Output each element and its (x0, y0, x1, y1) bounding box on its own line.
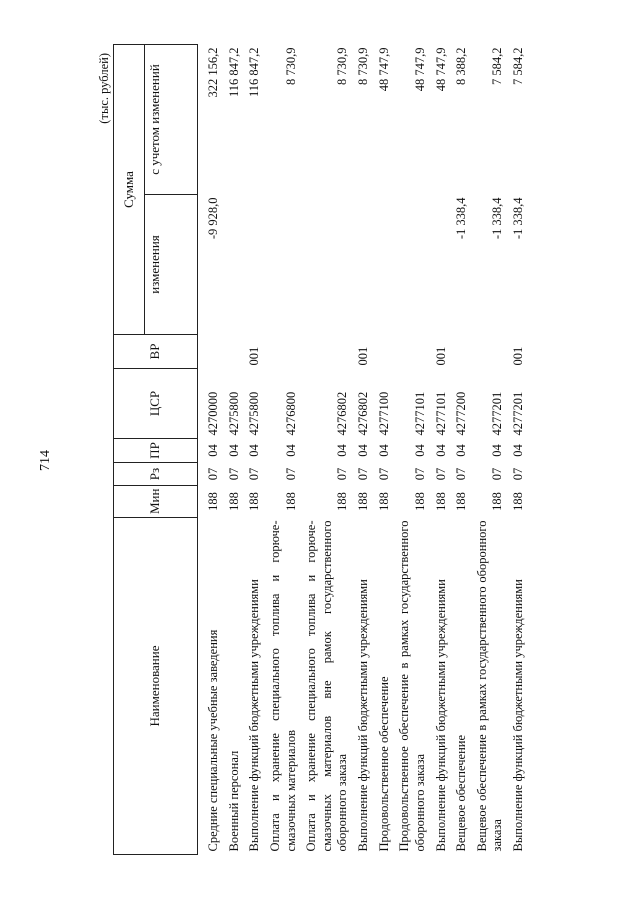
row-name: Вещевое обеспечение (454, 735, 469, 852)
row-csr: 4277101 (433, 391, 448, 436)
row-rz: 07 (206, 467, 220, 481)
row-pr: 04 (283, 444, 298, 457)
row-change (395, 195, 431, 335)
rotated-table-container (95, 45, 555, 855)
row-pr: 04 (226, 444, 241, 457)
header-change: изменения (145, 195, 198, 335)
row-name: Продовольственное обеспечение в рамках государственного оборонного заказа (397, 520, 427, 852)
row-vr (225, 335, 246, 369)
row-min: 188 (511, 492, 525, 511)
row-min: 188 (206, 492, 220, 511)
row-csr: 4277200 (454, 391, 469, 436)
row-csr: 4277201 (490, 391, 505, 436)
table-body (198, 45, 530, 855)
row-pr: 04 (511, 444, 525, 457)
row-min: 188 (433, 492, 448, 511)
row-pr: 04 (376, 444, 391, 457)
row-pr: 04 (490, 444, 505, 457)
table-row (452, 45, 473, 855)
row-csr: 4277201 (511, 391, 525, 436)
row-total: 322 156,2 (206, 47, 220, 98)
row-total: 48 747,9 (376, 47, 391, 92)
budget-table (113, 44, 530, 855)
row-change: -1 338,4 (511, 197, 525, 240)
row-name: Оплата и хранение специального топлива и горюче-смазочных материалов (267, 520, 298, 852)
row-pr: 04 (433, 444, 448, 457)
row-change (302, 195, 354, 335)
row-change (225, 195, 246, 335)
row-name: Выполнение функций бюджетными учреждениями (433, 579, 448, 852)
row-change (354, 195, 375, 335)
row-min: 188 (412, 492, 427, 511)
table-row (302, 45, 354, 855)
row-rz: 07 (283, 467, 298, 481)
row-csr: 4276802 (335, 391, 350, 436)
row-vr (375, 335, 396, 369)
row-vr: 001 (356, 346, 370, 366)
row-name: Оплата и хранение специального топлива и горюче-смазочных материалов вне рамок государственного оборонного заказа (304, 520, 350, 852)
row-rz: 07 (226, 467, 241, 481)
header-csr: ЦСР (114, 369, 198, 439)
row-csr: 4275800 (226, 391, 241, 436)
row-vr (266, 335, 302, 369)
row-min: 188 (335, 492, 350, 511)
row-pr: 04 (356, 444, 370, 457)
table-row (245, 45, 266, 855)
row-rz: 07 (376, 467, 391, 481)
row-rz: 07 (335, 467, 350, 481)
row-name: Выполнение функций бюджетными учреждениями (356, 579, 370, 852)
table-row (509, 45, 530, 855)
row-change: -9 928,0 (206, 197, 220, 240)
row-rz: 07 (247, 467, 262, 481)
row-total: 8 730,9 (335, 47, 350, 85)
row-vr: 001 (433, 346, 448, 366)
row-change: -1 338,4 (490, 197, 505, 240)
row-rz: 07 (454, 467, 469, 481)
header-pr: ПР (114, 439, 198, 463)
row-csr: 4277101 (412, 391, 427, 436)
table-row (266, 45, 302, 855)
row-pr: 04 (247, 444, 262, 457)
row-name: Выполнение функций бюджетными учреждениями (511, 579, 525, 852)
row-total: 7 584,2 (490, 47, 505, 85)
table-row (375, 45, 396, 855)
row-total: 116 847,2 (247, 47, 262, 98)
row-vr (395, 335, 431, 369)
row-min: 188 (376, 492, 391, 511)
row-change (245, 195, 266, 335)
row-rz: 07 (412, 467, 427, 481)
row-total: 8 730,9 (283, 47, 298, 85)
row-total: 48 747,9 (433, 47, 448, 92)
row-pr: 04 (454, 444, 469, 457)
row-change (432, 195, 453, 335)
row-change (266, 195, 302, 335)
table-row (198, 45, 225, 855)
page-number: 714 (38, 450, 53, 471)
row-total: 8 730,9 (356, 47, 370, 85)
row-rz: 07 (511, 467, 525, 481)
row-name: Вещевое обеспечение в рамках государственного оборонного заказа (474, 520, 505, 852)
row-csr: 4276800 (283, 391, 298, 436)
row-name: Военный персонал (226, 750, 241, 852)
unit-note: (тыс. рублей) (97, 53, 111, 124)
row-pr: 04 (412, 444, 427, 457)
row-total: 48 747,9 (412, 47, 427, 92)
row-rz: 07 (433, 467, 448, 481)
row-min: 188 (247, 492, 262, 511)
table-row (473, 45, 509, 855)
table-row (225, 45, 246, 855)
row-vr: 001 (511, 346, 525, 366)
row-vr (452, 335, 473, 369)
row-vr (473, 335, 509, 369)
row-csr: 4270000 (206, 391, 220, 436)
row-min: 188 (356, 492, 370, 511)
row-name: Выполнение функций бюджетными учреждениями (247, 579, 262, 852)
row-csr: 4277100 (376, 391, 391, 436)
row-min: 188 (283, 492, 298, 511)
header-rz: Рз (114, 463, 198, 486)
row-min: 188 (490, 492, 505, 511)
row-name: Продовольственное обеспечение (376, 676, 391, 852)
row-vr (198, 335, 225, 369)
row-rz: 07 (490, 467, 505, 481)
row-name: Средние специальные учебные заведения (206, 629, 220, 852)
header-min: Мин (114, 486, 198, 518)
row-rz: 07 (356, 467, 370, 481)
row-vr (302, 335, 354, 369)
table-row (395, 45, 431, 855)
header-vr: ВР (114, 335, 198, 369)
row-csr: 4275800 (247, 391, 262, 436)
row-pr: 04 (206, 444, 220, 457)
row-min: 188 (226, 492, 241, 511)
row-vr: 001 (247, 346, 262, 366)
row-min: 188 (454, 492, 469, 511)
row-total: 7 584,2 (511, 47, 525, 85)
row-change: -1 338,4 (454, 197, 469, 240)
header-name: Наименование (114, 518, 198, 855)
header-with-changes: с учетом изменений (145, 45, 198, 195)
row-change (375, 195, 396, 335)
row-pr: 04 (335, 444, 350, 457)
header-sum: Сумма (114, 45, 145, 335)
row-csr: 4276802 (356, 391, 370, 436)
table-row (432, 45, 453, 855)
row-total: 116 847,2 (226, 47, 241, 98)
row-total: 8 388,2 (454, 47, 469, 85)
table-row (354, 45, 375, 855)
